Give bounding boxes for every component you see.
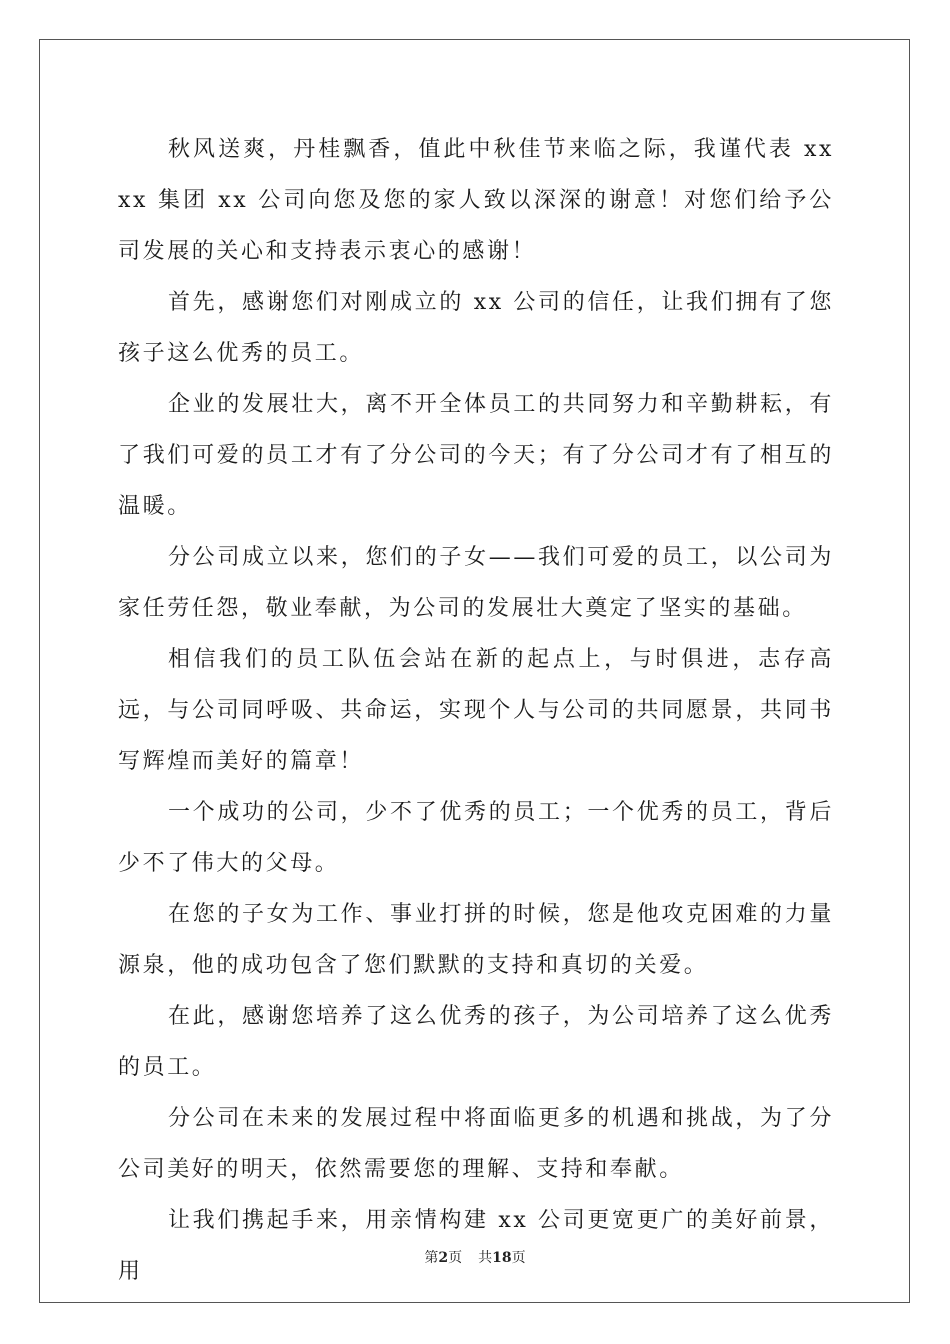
current-page-number: 2 [438, 1250, 449, 1266]
page-suffix: 页 [448, 1250, 463, 1266]
paragraph-4: 分公司成立以来，您们的子女——我们可爱的员工，以公司为家任劳任怨，敬业奉献，为公司的发展壮大奠定了坚实的基础。 [118, 545, 834, 621]
paragraph-3: 企业的发展壮大，离不开全体员工的共同努力和辛勤耕耘，有了我们可爱的员工才有了分公司的今天；有了分公司才有了相互的温暖。 [118, 392, 834, 519]
paragraph-1: 秋风送爽，丹桂飘香，值此中秋佳节来临之际，我谨代表 xxxx 集团 xx 公司向您及您的家人致以深深的谢意！对您们给予公司发展的关心和支持表示衷心的感谢！ [118, 137, 834, 264]
paragraph-5: 相信我们的员工队伍会站在新的起点上，与时俱进，志存高远，与公司同呼吸、共命运，实现个人与公司的共同愿景，共同书写辉煌而美好的篇章！ [118, 647, 834, 774]
paragraph-10: 让我们携起手来，用亲情构建 xx 公司更宽更广的美好前景，用 [118, 1208, 834, 1284]
total-prefix: 共 [478, 1250, 493, 1266]
total-suffix: 页 [511, 1250, 526, 1266]
total-page-count: 18 [492, 1250, 512, 1266]
page-number-footer [0, 1249, 950, 1267]
paragraph-2: 首先，感谢您们对刚成立的 xx 公司的信任，让我们拥有了您孩子这么优秀的员工。 [118, 290, 834, 366]
paragraph-8: 在此，感谢您培养了这么优秀的孩子，为公司培养了这么优秀的员工。 [118, 1004, 834, 1080]
document-body [118, 124, 834, 1297]
paragraph-7: 在您的子女为工作、事业打拼的时候，您是他攻克困难的力量源泉，他的成功包含了您们默默的支持和真切的关爱。 [118, 902, 834, 978]
paragraph-6: 一个成功的公司，少不了优秀的员工；一个优秀的员工，背后少不了伟大的父母。 [118, 800, 834, 876]
paragraph-9: 分公司在未来的发展过程中将面临更多的机遇和挑战，为了分公司美好的明天，依然需要您的理解、支持和奉献。 [118, 1106, 834, 1182]
page-prefix: 第 [424, 1250, 439, 1266]
